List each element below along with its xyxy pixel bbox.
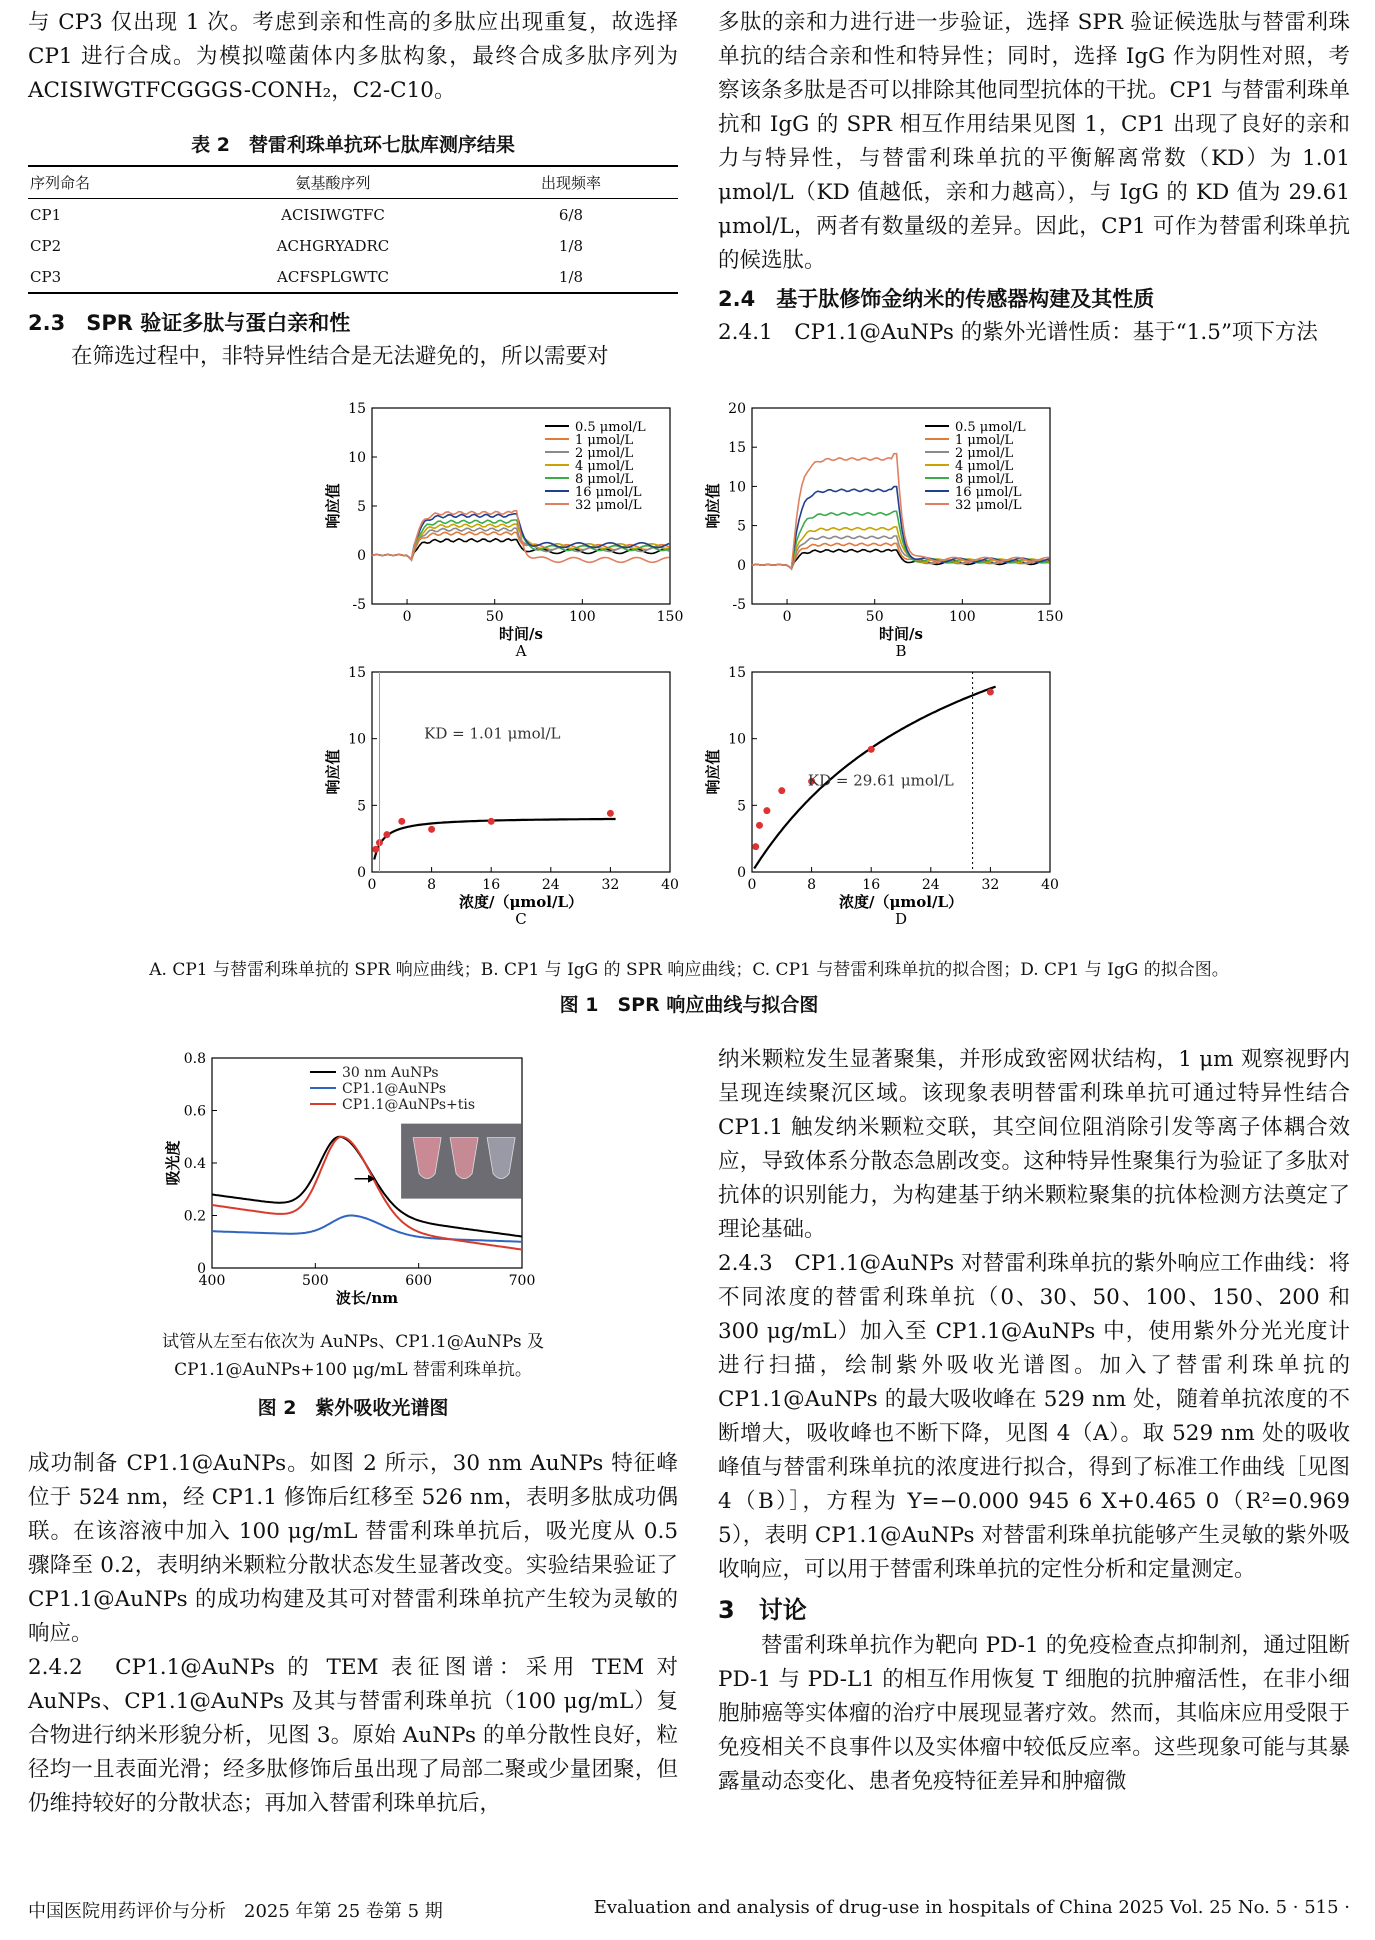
x-axis-label: 浓度/（μmol/L） xyxy=(838,893,964,911)
data-point xyxy=(756,822,763,829)
x-tick-label: 50 xyxy=(485,609,504,625)
x-tick-label: 32 xyxy=(601,877,620,893)
legend-label: 4 μmol/L xyxy=(575,459,634,474)
x-tick-label: 8 xyxy=(427,877,437,893)
figure-2 xyxy=(130,1050,550,1320)
figure-1-caption: A. CP1 与替雷利珠单抗的 SPR 响应曲线；B. CP1 与 IgG 的 SPR 响应曲线；C. CP1 与替雷利珠单抗的拟合图；D. CP1 与 IgG 的拟合图。 xyxy=(149,960,1229,980)
y-axis-label: 响应值 xyxy=(324,749,342,795)
footer-left: 中国医院用药评价与分析 2025 年第 25 卷第 5 期 xyxy=(28,1901,443,1922)
section-heading: 3 讨论 xyxy=(718,1596,807,1624)
legend-label: 2 μmol/L xyxy=(575,446,634,461)
test-tube-photo xyxy=(401,1124,521,1199)
x-axis-label: 浓度/（μmol/L） xyxy=(458,893,584,911)
legend-label: 16 μmol/L xyxy=(575,485,642,500)
x-tick-label: 150 xyxy=(1036,609,1064,625)
table-row xyxy=(28,230,678,261)
plot-frame xyxy=(372,672,670,872)
y-tick-label: 5 xyxy=(357,798,366,815)
legend-label: 8 μmol/L xyxy=(955,472,1014,487)
paragraph: 纳米颗粒发生显著聚集，并形成致密网状结构，1 μm 观察视野内呈现连续聚沉区域。该现象表明替雷利珠单抗可通过特异性结合 CP1.1 触发纳米颗粒交联，其空间位阻消除引发等离子体耦合效应，导致体系分散态急剧改变。这种特异性聚集行为验证了多肽对抗体的识别能力，为构建基于纳米颗粒聚集的抗体检测方法奠定了理论基础。 xyxy=(718,1047,1350,1242)
x-tick-label: 24 xyxy=(921,877,940,893)
x-tick-label: 40 xyxy=(661,877,679,893)
figure-2-title: 图 2 紫外吸收光谱图 xyxy=(257,1397,449,1419)
y-axis-label: 响应值 xyxy=(704,749,722,795)
legend-label: 0.5 μmol/L xyxy=(575,420,646,435)
data-point xyxy=(763,807,770,814)
y-tick-label: 0 xyxy=(197,1261,206,1277)
caption-line: 试管从左至右依次为 AuNPs、CP1.1@AuNPs 及 xyxy=(162,1332,544,1352)
data-point xyxy=(488,818,495,825)
table-cell: ACISIWGTFC xyxy=(281,205,385,224)
section-heading: 2.4 基于肽修饰金纳米的传感器构建及其性质 xyxy=(718,287,1155,311)
sequencing-table xyxy=(28,165,678,294)
figure-1 xyxy=(300,390,1080,950)
legend-label: 32 μmol/L xyxy=(955,498,1022,513)
x-tick-label: 0 xyxy=(402,609,412,625)
y-tick-label: 20 xyxy=(728,401,746,417)
y-tick-label: -5 xyxy=(352,597,366,613)
y-tick-label: 5 xyxy=(357,499,366,515)
series-line xyxy=(372,511,669,563)
table-row xyxy=(28,199,678,231)
left-column-top xyxy=(28,6,678,108)
data-point xyxy=(987,689,994,696)
panel-label: C xyxy=(515,910,527,928)
right-column-bottom xyxy=(718,1043,1350,1799)
y-tick-label: 10 xyxy=(348,450,366,466)
panel-label: B xyxy=(895,642,907,660)
y-tick-label: 10 xyxy=(348,731,366,748)
table-title: 表 2 替雷利珠单抗环七肽库测序结果 xyxy=(191,134,515,156)
data-point xyxy=(607,810,614,817)
legend-label: 1 μmol/L xyxy=(955,433,1014,448)
x-tick-label: 0 xyxy=(367,877,377,893)
data-point xyxy=(398,818,405,825)
legend-label: 32 μmol/L xyxy=(575,498,642,513)
data-point xyxy=(372,846,379,853)
x-axis-label: 波长/nm xyxy=(335,1289,399,1307)
y-tick-label: 10 xyxy=(728,731,746,748)
y-tick-label: 15 xyxy=(348,665,366,681)
y-axis-label: 吸光度 xyxy=(164,1140,182,1186)
section-heading: 2.3 SPR 验证多肽与蛋白亲和性 xyxy=(28,311,351,335)
legend-label: 0.5 μmol/L xyxy=(955,420,1026,435)
table-cell: 1/8 xyxy=(464,261,678,293)
y-tick-label: 0 xyxy=(737,557,746,574)
y-tick-label: 0 xyxy=(357,865,366,881)
y-tick-label: 15 xyxy=(348,401,366,417)
fit-curve xyxy=(374,819,615,860)
x-tick-label: 8 xyxy=(807,877,817,893)
paragraph: 与 CP3 仅出现 1 次。考虑到亲和性高的多肽应出现重复，故选择 CP1 进行合成。为模拟噬菌体内多肽构象，最终合成多肽序列为 ACISIWGTFCGGGS-CONH₂，C2-C10。 xyxy=(28,10,678,103)
y-tick-label: 0.6 xyxy=(183,1103,206,1120)
y-axis-label: 响应值 xyxy=(324,483,342,529)
chart-panel-fig2 xyxy=(164,1051,535,1307)
panel-label: A xyxy=(515,642,527,660)
y-tick-label: 0 xyxy=(357,548,366,564)
legend-label: CP1.1@AuNPs+tis xyxy=(342,1097,476,1113)
legend-label: 30 nm AuNPs xyxy=(342,1065,439,1081)
y-tick-label: 0.2 xyxy=(183,1208,206,1225)
chart-panel-B xyxy=(704,401,1063,660)
x-tick-label: 0 xyxy=(782,609,792,625)
data-point xyxy=(383,831,390,838)
table-cell: ACFSPLGWTC xyxy=(202,261,464,293)
x-tick-label: 16 xyxy=(862,877,881,893)
figure-2-caption xyxy=(28,1328,678,1384)
y-tick-label: 0.4 xyxy=(183,1156,206,1172)
paragraph: 2.4.3 CP1.1@AuNPs 对替雷利珠单抗的紫外响应工作曲线：将不同浓度的替雷利珠单抗（0、30、50、100、150、200 和 300 μg/mL）加入至 CP1.1@AuNPs 中，使用紫外分光光度计进行扫描，绘制紫外吸收光谱图。加入了替雷利珠单抗的 CP1.1@AuNPs 的最大吸收峰在 529 nm 处，随着单抗浓度的不断增大，吸收峰也不断下降，见图 4（A）。取 529 nm 处的吸收峰值与替雷利珠单抗的浓度进行拟合，得到了标准工作曲线［见图 4（B）］，方程为 Y=−0.000 945 6 X+0.465 0（R²=0.969 5），表明 CP1.1@AuNPs 对替雷利珠单抗能够产生灵敏的紫外吸收响应，可以用于替雷利珠单抗的定性分析和定量测定。 xyxy=(718,1251,1350,1582)
y-tick-label: 0.8 xyxy=(183,1051,206,1067)
y-tick-label: 0 xyxy=(737,865,746,881)
table-cell: 1/8 xyxy=(558,236,584,255)
x-tick-label: 150 xyxy=(656,609,684,625)
chart-panel-C xyxy=(324,665,679,928)
y-tick-label: 5 xyxy=(737,518,746,535)
y-axis-label: 响应值 xyxy=(704,483,722,529)
x-tick-label: 600 xyxy=(405,1273,433,1289)
legend-label: 8 μmol/L xyxy=(575,472,634,487)
data-point xyxy=(428,826,435,833)
x-tick-label: 32 xyxy=(981,877,1000,893)
paragraph: 多肽的亲和力进行进一步验证，选择 SPR 验证候选肽与替雷利珠单抗的结合亲和性和特异性；同时，选择 IgG 作为阴性对照，考察该条多肽是否可以排除其他同型抗体的干扰。CP1 与替雷利珠单抗和 IgG 的 SPR 相互作用结果见图 1，CP1 出现了良好的亲和力与特异性，与替雷利珠单抗的平衡解离常数（KD）为 1.01 μmol/L（KD 值越低，亲和力越高），与 IgG 的 KD 值为 29.61 μmol/L，两者有数量级的差异。因此，CP1 可作为替雷利珠单抗的候选肽。 xyxy=(718,10,1350,273)
legend-label: 4 μmol/L xyxy=(955,459,1014,474)
x-axis-label: 时间/s xyxy=(499,625,543,643)
paragraph: 2.4.2 CP1.1@AuNPs 的 TEM 表征图谱：采用 TEM 对 AuNPs、CP1.1@AuNPs 及其与替雷利珠单抗（100 μg/mL）复合物进行纳米形貌分析，见图 3。原始 AuNPs 的单分散性良好，粒径均一且表面光滑；经多肽修饰后虽出现了局部二聚或少量团聚，但仍维持较好的分散状态；再加入替雷利珠单抗后， xyxy=(28,1655,678,1816)
chart-panel-A xyxy=(324,401,683,660)
caption-line: CP1.1@AuNPs+100 μg/mL 替雷利珠单抗。 xyxy=(174,1360,532,1380)
left-column-bottom xyxy=(28,1447,678,1821)
panel-label: D xyxy=(894,910,908,928)
x-tick-label: 0 xyxy=(747,877,757,893)
kd-annotation: KD = 1.01 μmol/L xyxy=(424,724,561,743)
table-cell: CP3 xyxy=(28,261,202,293)
section-2-3 xyxy=(28,306,678,374)
x-tick-label: 500 xyxy=(301,1273,329,1289)
y-tick-label: 15 xyxy=(728,440,746,457)
x-tick-label: 40 xyxy=(1041,877,1059,893)
table-cell: 6/8 xyxy=(558,205,584,224)
legend-label: 1 μmol/L xyxy=(575,433,634,448)
y-tick-label: 5 xyxy=(737,798,746,815)
paragraph: 替雷利珠单抗作为靶向 PD-1 的免疫检查点抑制剂，通过阻断 PD-1 与 PD-L1 的相互作用恢复 T 细胞的抗肿瘤活性，在非小细胞肺癌等实体瘤的治疗中展现显著疗效。然而，其临床应用受限于免疫相关不良事件以及实体瘤中较低反应率。这些现象可能与其暴露量动态变化、患者免疫特征差异和肿瘤微 xyxy=(718,1633,1350,1794)
figure-1-title: 图 1 SPR 响应曲线与拟合图 xyxy=(559,994,819,1016)
table-row xyxy=(28,261,678,293)
x-tick-label: 100 xyxy=(948,609,976,625)
x-axis-label: 时间/s xyxy=(879,625,923,643)
chart-panel-D xyxy=(704,665,1059,928)
x-tick-label: 100 xyxy=(568,609,596,625)
table-header: 出现频率 xyxy=(464,166,678,199)
data-point xyxy=(868,746,875,753)
table-cell: CP2 xyxy=(30,236,62,255)
legend-label: CP1.1@AuNPs xyxy=(342,1081,447,1097)
kd-annotation: KD = 29.61 μmol/L xyxy=(807,771,954,790)
table-header: 氨基酸序列 xyxy=(202,166,464,199)
data-point xyxy=(778,787,785,794)
footer-right: Evaluation and analysis of drug-use in hospitals of China 2025 Vol. 25 No. 5 · 515 · xyxy=(593,1897,1350,1918)
paragraph: 在筛选过程中，非特异性结合是无法避免的，所以需要对 xyxy=(71,344,609,369)
right-column-top xyxy=(718,6,1350,350)
x-tick-label: 400 xyxy=(198,1273,226,1289)
spectrum-line xyxy=(212,1216,522,1242)
paragraph: 成功制备 CP1.1@AuNPs。如图 2 所示，30 nm AuNPs 特征峰位于 524 nm，经 CP1.1 修饰后红移至 526 nm，表明多肽成功偶联。在该溶液中加入 100 μg/mL 替雷利珠单抗后，吸光度从 0.5 骤降至 0.2，表明纳米颗粒分散状态发生显著改变。实验结果验证了 CP1.1@AuNPs 的成功构建及其可对替雷利珠单抗产生较为灵敏的响应。 xyxy=(28,1451,678,1646)
x-tick-label: 50 xyxy=(865,609,884,625)
y-tick-label: 10 xyxy=(728,479,746,496)
x-tick-label: 16 xyxy=(482,877,501,893)
paragraph: 2.4.1 CP1.1@AuNPs 的紫外光谱性质：基于“1.5”项下方法 xyxy=(718,320,1318,345)
legend-label: 2 μmol/L xyxy=(955,446,1014,461)
legend-label: 16 μmol/L xyxy=(955,485,1022,500)
y-tick-label: -5 xyxy=(732,597,746,613)
x-tick-label: 24 xyxy=(541,877,560,893)
table-cell: ACHGRYADRC xyxy=(276,236,390,255)
y-tick-label: 15 xyxy=(728,665,746,681)
table-cell: CP1 xyxy=(30,205,62,224)
x-tick-label: 700 xyxy=(508,1273,536,1289)
table-header: 序列命名 xyxy=(28,166,202,199)
data-point xyxy=(752,843,759,850)
